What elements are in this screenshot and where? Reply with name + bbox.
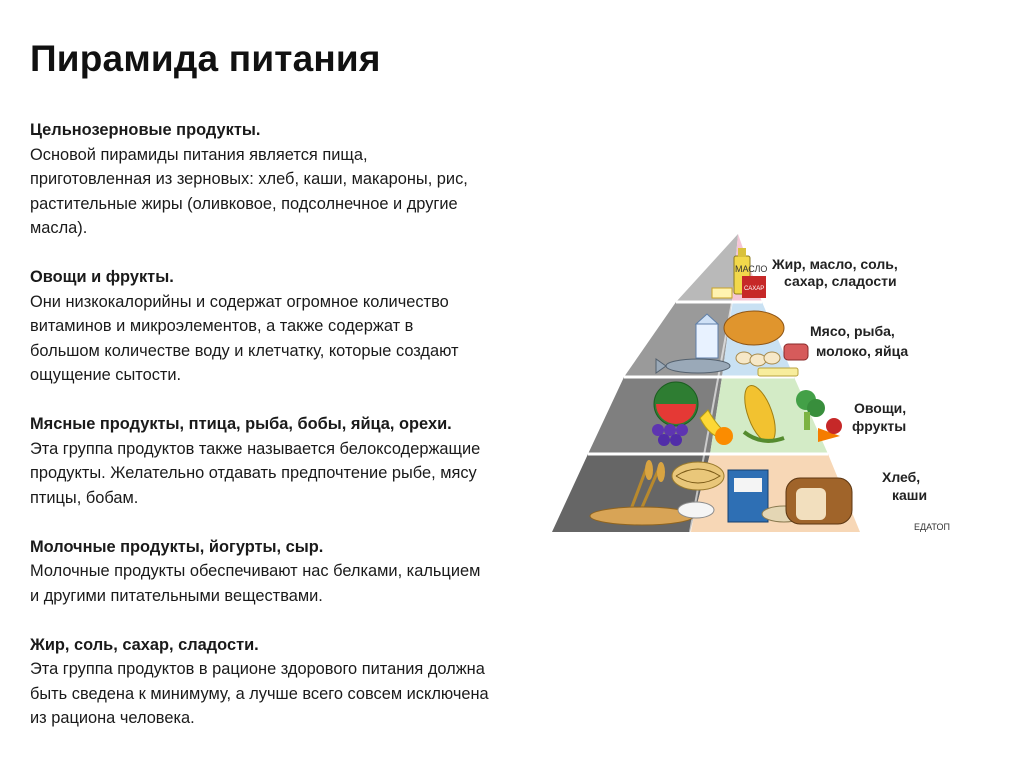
section-line: птицы, бобам. [30, 488, 139, 507]
section-line: продукты. Желательно отдавать предпочтение рыбе, мясу [30, 464, 477, 482]
section-line: быть сведена к минимуму, а лучше всего совсем исключена [30, 684, 489, 703]
section-line: приготовленная из зерновых: хлеб, каши, макароны, рис, [30, 170, 468, 188]
level-label-top [771, 256, 898, 289]
pasta-icon [672, 462, 724, 490]
section-line: Эта группа продуктов в рационе здорового питания должна [30, 660, 485, 678]
text-content [30, 118, 550, 755]
level-label-line: молоко, яйца [816, 343, 909, 359]
section-line: из рациона человека. [30, 709, 195, 727]
eggs-icon [736, 352, 780, 366]
sugar-label: САХАР [744, 286, 765, 292]
section-fats-sweets [30, 633, 550, 731]
section-meat-products [30, 412, 550, 510]
section-heading: Цельнозерновые продукты. [30, 121, 261, 139]
level-label-protein [810, 323, 908, 359]
level-label-line: Мясо, рыба, [810, 323, 895, 339]
section-heading: Молочные продукты, йогурты, сыр. [30, 537, 324, 556]
level-label-line: Жир, масло, соль, [772, 256, 898, 272]
oil-label: МАСЛО [735, 264, 768, 274]
page-title: Пирамида питания [30, 38, 381, 79]
butter-icon [712, 288, 732, 298]
section-line: Эта группа продуктов также называется белоксодержащие [30, 439, 481, 458]
section-line: большом количестве воду и клетчатку, которые создают [30, 341, 459, 360]
section-line: ощущение сытости. [30, 366, 182, 384]
pepper-icon [826, 418, 842, 434]
section-dairy [30, 535, 550, 609]
bread-icon [786, 478, 852, 524]
section-line: растительные жиры (оливковое, подсолнечное и другие [30, 194, 458, 213]
level-label-line: фрукты [852, 418, 907, 434]
orange-icon [715, 427, 733, 445]
level-label-line: Хлеб, [882, 469, 921, 485]
meat-icon [784, 344, 808, 360]
section-heading: Овощи и фрукты. [30, 268, 174, 286]
section-line: Молочные продукты обеспечивают нас белками, кальцием [30, 562, 481, 580]
section-whole-grains [30, 118, 550, 241]
chicken-icon [724, 311, 784, 345]
section-line: Они низкокалорийны и содержат огромное количество [30, 292, 449, 311]
sugar-box-icon [742, 276, 766, 298]
level-label-line: Овощи, [854, 400, 907, 416]
section-line: масла). [30, 219, 88, 237]
level-label-produce [852, 400, 906, 434]
section-line: витаминов и микроэлементов, а также содержат в [30, 317, 414, 335]
watermark: ЕДАТОП [914, 522, 950, 532]
level-label-line: каши [892, 487, 928, 503]
food-pyramid-graphic [548, 232, 978, 534]
section-line: и другими питательными веществами. [30, 586, 323, 605]
section-vegetables-fruits [30, 265, 550, 388]
section-line: Основой пирамиды питания является пища, [30, 145, 368, 164]
section-heading: Мясные продукты, птица, рыба, бобы, яйца, орехи. [30, 415, 452, 433]
cheese-icon [758, 368, 798, 376]
section-heading: Жир, соль, сахар, сладости. [30, 635, 259, 654]
rice-bowl-icon [678, 502, 714, 518]
level-label-line: сахар, сладости [784, 273, 897, 289]
milk-carton-icon [696, 314, 718, 358]
level-label-grains [882, 469, 927, 503]
food-pyramid [548, 232, 978, 534]
